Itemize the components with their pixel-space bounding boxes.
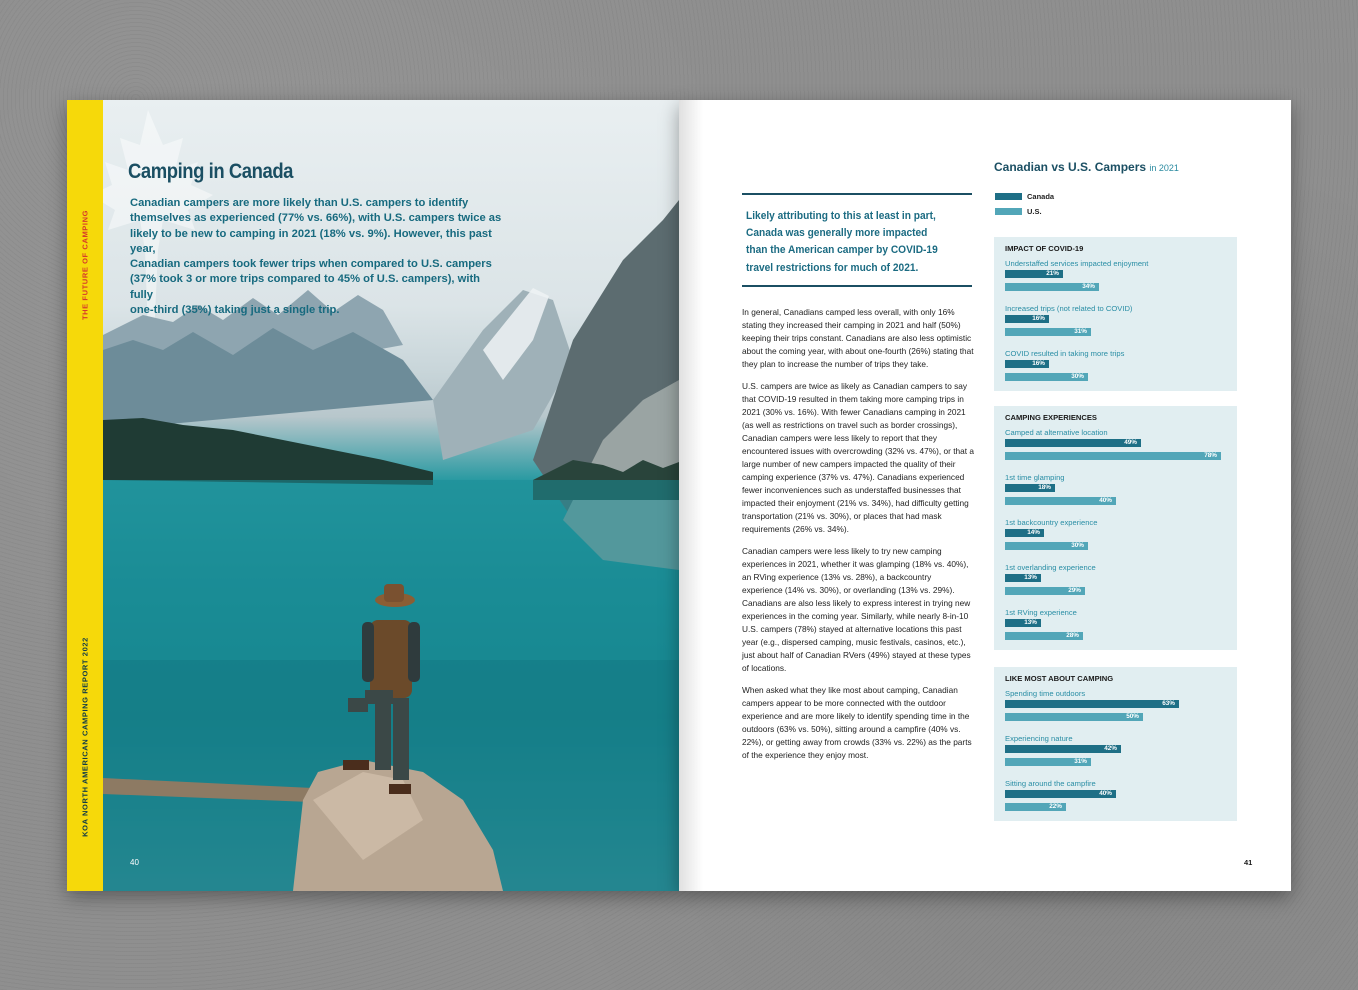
bar-canada: 14% [1005, 529, 1044, 537]
bar-canada: 18% [1005, 484, 1055, 492]
bar-label: Spending time outdoors [1005, 689, 1086, 698]
bar-canada: 16% [1005, 315, 1049, 323]
chart-panel [994, 406, 1237, 650]
bar-label: Experiencing nature [1005, 734, 1073, 743]
chart-title: Canadian vs U.S. Campers in 2021 [994, 160, 1179, 174]
bar-label: 1st RVing experience [1005, 608, 1077, 617]
bar-label: Camped at alternative location [1005, 428, 1108, 437]
bar-label: COVID resulted in taking more trips [1005, 349, 1125, 358]
legend-us: U.S. [995, 207, 1042, 216]
bar-us: 31% [1005, 758, 1091, 766]
page-number-left: 40 [130, 858, 139, 867]
paragraph: Canadian campers were less likely to try new camping experiences in 2021, whether it was glamping (18% vs. 40%), an RVing experience (13% vs. 28%), a backcountry experience (14% vs. 30%), or overlanding (13% vs. 29%). Canadians are also less likely to express interest in trying new experiences in the coming year. Similarly, while nearly 8-in-10 U.S. campers (78%) stayed at alternative locations this past year (e.g., dispersed camping, music festivals, casinos, etc.), just about half of Canadian RVers (49%) stayed at these types of locations. [742, 546, 971, 673]
bar-canada: 13% [1005, 574, 1041, 582]
bar-label: 1st overlanding experience [1005, 563, 1096, 572]
page-number-right: 41 [1244, 858, 1253, 867]
paragraph: U.S. campers are twice as likely as Canadian campers to say that COVID-19 resulted in them taking more camping trips in 2021 (30% vs. 16%). With fewer Canadians camping in 2021 (as well as restrictions on travel such as border crossings), Canadian campers were less likely to report that they encountered issues with overcrowding (32% vs. 47%), or that a large number of new campers impacted the quality of their camping experience (37% vs. 47%). Canadians experienced fewer inconveniences such as understaffed businesses that impacted their enjoyment (21% vs. 34%), had difficulty getting transportation (21% vs. 30%), or places that had mask requirements (26% vs. 34%). [742, 381, 974, 534]
bar-us: 31% [1005, 328, 1091, 336]
bar-us: 40% [1005, 497, 1116, 505]
legend-swatch-canada [995, 193, 1022, 200]
spine-shadow [679, 100, 703, 891]
legend-swatch-us [995, 208, 1022, 215]
paragraph: When asked what they like most about camping, Canadian campers appear to be more connected with the outdoor experience and are more likely to identify spending time in the outdoors (63% vs. 50%), sitting around a campfire (40% vs. 22%), or getting away from crowds (33% vs. 22%) as the parts of the experience they enjoy most. [742, 685, 972, 760]
bar-label: Understaffed services impacted enjoyment [1005, 259, 1149, 268]
bar-canada: 40% [1005, 790, 1116, 798]
paragraph: In general, Canadians camped less overall, with only 16% stating they increased their camping in 2021 and half (50%) keeping their trips constant. Canadians are also less optimistic about the coming year, with about one-fourth (26%) stating that they plan to increase the number of trips they take. [742, 307, 974, 369]
bar-canada: 63% [1005, 700, 1179, 708]
bar-canada: 42% [1005, 745, 1121, 753]
bar-us: 50% [1005, 713, 1143, 721]
bar-label: 1st backcountry experience [1005, 518, 1098, 527]
bar-label: Increased trips (not related to COVID) [1005, 304, 1133, 313]
bar-us: 29% [1005, 587, 1085, 595]
legend-canada: Canada [995, 192, 1054, 201]
bar-us: 30% [1005, 542, 1088, 550]
panel-title: LIKE MOST ABOUT CAMPING [1005, 674, 1114, 683]
pull-quote-rule-bottom [742, 285, 972, 287]
pull-quote-rule-top [742, 193, 972, 195]
chart-panel [994, 237, 1237, 391]
bar-us: 30% [1005, 373, 1088, 381]
bar-canada: 21% [1005, 270, 1063, 278]
panel-title: CAMPING EXPERIENCES [1005, 413, 1097, 422]
bar-canada: 16% [1005, 360, 1049, 368]
bar-us: 34% [1005, 283, 1099, 291]
bar-us: 78% [1005, 452, 1221, 460]
intro-paragraph: Canadian campers are more likely than U.S. campers to identify themselves as experienced (77% vs. 66%), with U.S. campers twice as likely to be new to camping in 2021 (18% vs. 9%). However, this past year, Canadian campers took fewer trips when compared to U.S. campers (37% took 3 or more trips compared to 45% of U.S. campers), with fully one-third (35%) taking just a single trip. [130, 197, 502, 317]
bar-us: 28% [1005, 632, 1083, 640]
bar-us: 22% [1005, 803, 1066, 811]
bar-label: Sitting around the campfire [1005, 779, 1096, 788]
left-page: THE FUTURE OF CAMPING KOA NORTH AMERICAN CAMPING REPORT 2022 [67, 100, 679, 891]
bar-canada: 49% [1005, 439, 1141, 447]
body-text [742, 306, 974, 771]
panel-title: IMPACT OF COVID-19 [1005, 244, 1084, 253]
page-title: Camping in Canada [128, 160, 294, 183]
bar-canada: 13% [1005, 619, 1041, 627]
bar-label: 1st time glamping [1005, 473, 1065, 482]
pull-quote: Likely attributing to this at least in part, Canada was generally more impacted than the American camper by COVID-19 travel restrictions for much of 2021. [746, 210, 938, 274]
chart-panel [994, 667, 1237, 821]
